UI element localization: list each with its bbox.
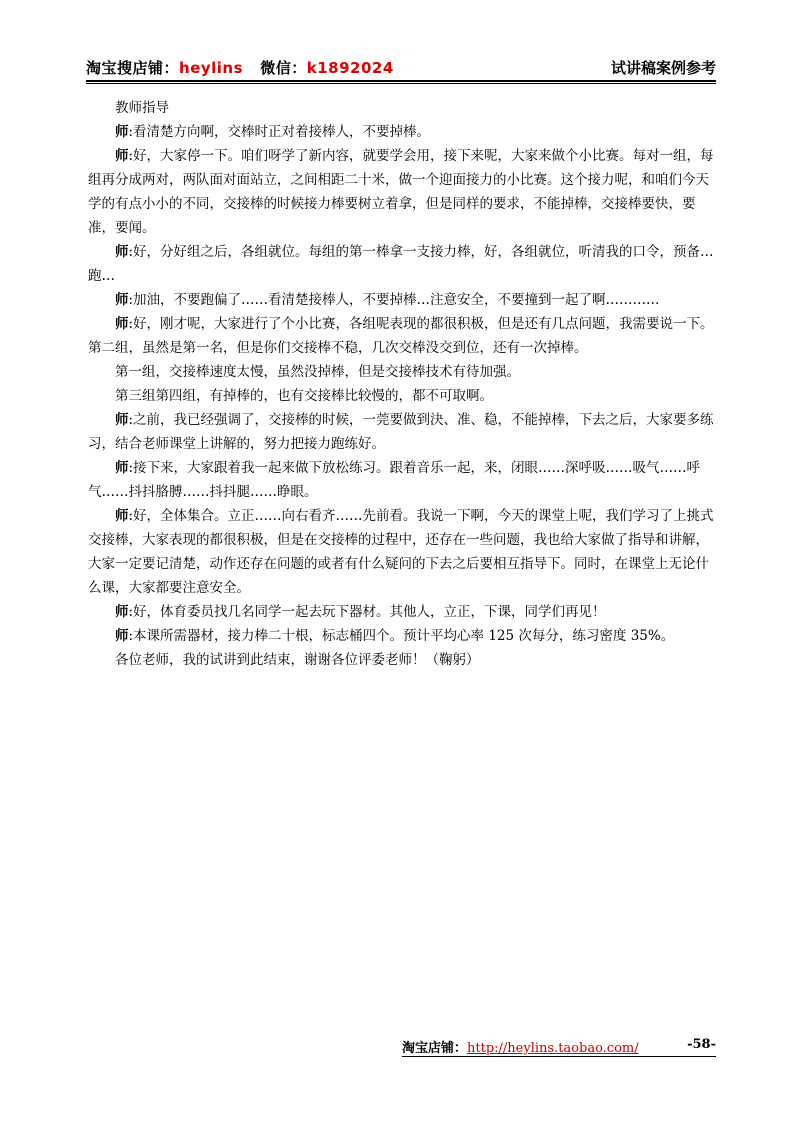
footer-rule [402, 1056, 716, 1057]
paragraph [88, 360, 715, 384]
footer-shop-link[interactable]: http://heylins.taobao.com/ [467, 1041, 639, 1056]
paragraph [88, 240, 715, 288]
header-wechat-id: k1892024 [306, 59, 394, 77]
paragraph [88, 624, 715, 648]
speaker-label: 师 [115, 244, 129, 260]
page-footer [402, 1037, 716, 1055]
paragraph-text: 第三组第四组，有掉棒的，也有交接棒比较慢的，都不可取啊。 [115, 388, 493, 404]
header-shop-name: heylins [179, 59, 244, 77]
header-shop-info [86, 57, 394, 78]
paragraph-text: :本课所需器材，接力棒二十根，标志桶四个。预计平均心率 125 次每分，练习密度 35%。 [128, 628, 675, 644]
paragraph-text: :加油，不要跑偏了……看清楚接棒人，不要掉棒…注意安全，不要撞到一起了啊………… [128, 292, 660, 308]
paragraph [88, 144, 715, 240]
speaker-label: 师 [115, 124, 129, 140]
section-title: 教师指导 [115, 100, 169, 116]
header-shop-prefix: 淘宝搜店铺： [86, 59, 180, 77]
speaker-label: 师 [115, 628, 129, 644]
paragraph [88, 456, 715, 504]
paragraph-text: :好，刚才呢，大家进行了个小比赛，各组呢表现的都很积极，但是还有几点问题，我需要说一下。第二组，虽然是第一名，但是你们交接棒不稳，几次交棒没交到位，还有一次掉棒。 [88, 316, 714, 356]
paragraph [88, 288, 715, 312]
paragraph-text: 各位老师，我的试讲到此结束，谢谢各位评委老师！（鞠躬） [115, 652, 480, 668]
paragraph [88, 600, 715, 624]
speaker-label: 师 [115, 148, 129, 164]
speaker-label: 师 [115, 412, 129, 428]
paragraph-text: 第一组，交接棒速度太慢，虽然没掉棒，但是交接棒技术有待加强。 [115, 364, 520, 380]
paragraph [88, 120, 715, 144]
speaker-label: 师 [115, 604, 129, 620]
paragraph [88, 384, 715, 408]
paragraph-list [88, 120, 715, 672]
header-title: 试讲稿案例参考 [610, 59, 716, 77]
speaker-label: 师 [115, 292, 129, 308]
page-header [86, 57, 716, 81]
paragraph-text: :好，大家停一下。咱们呀学了新内容，就要学会用，接下来呢，大家来做个小比赛。每对一组，每组再分成两对，两队面对面站立，之间相距二十米，做一个迎面接力的小比赛。这个接力呢，和咱们今天学的有点小小的不同，交接棒的时候接力棒要树立着拿，但是同样的要求，不能掉棒，交接棒要快，要准，要闻。 [88, 148, 714, 236]
paragraph [88, 408, 715, 456]
paragraph-text: :接下来，大家跟着我一起来做下放松练习。跟着音乐一起，来，闭眼……深呼吸……吸气……呼气……抖抖胳膊……抖抖腿……睁眼。 [88, 460, 701, 500]
page-number: -58- [687, 1037, 716, 1052]
header-wechat-prefix: 微信： [260, 59, 307, 77]
paragraph-text: :好，体育委员找几名同学一起去玩下器材。其他人，立正，下课，同学们再见！ [128, 604, 606, 620]
paragraph [88, 504, 715, 600]
header-rule-thick [86, 80, 716, 82]
paragraph [88, 312, 715, 360]
document-body [88, 96, 715, 672]
speaker-label: 师 [115, 316, 129, 332]
paragraph-text: :看清楚方向啊，交棒时正对着接棒人，不要掉棒。 [128, 124, 431, 140]
paragraph-text: :好，全体集合。立正……向右看齐……先前看。我说一下啊，今天的课堂上呢，我们学习了上挑式交接棒，大家表现的都很积极，但是在交接棒的过程中，还存在一些问题，我也给大家做了指导和讲解，大家一定要记清楚，动作还存在问题的或者有什么疑问的下去之后要相互指导下。同时，在课堂上无论什么课，大家都要注意安全。 [88, 508, 714, 596]
paragraph-text: :之前，我已经强调了，交接棒的时候，一莞要做到決、准、稳，不能掉棒，下去之后，大家要多练习，结合老师课堂上讲解的，努力把接力跑练好。 [88, 412, 714, 452]
header-rule-thin [86, 83, 716, 84]
paragraph-text: :好，分好组之后，各组就位。每组的第一棒拿一支接力棒，好，各组就位，听清我的口令，预备…跑… [88, 244, 714, 284]
speaker-label: 师 [115, 460, 129, 476]
footer-shop-label: 淘宝店铺： [402, 1041, 468, 1056]
speaker-label: 师 [115, 508, 129, 524]
paragraph [88, 648, 715, 672]
